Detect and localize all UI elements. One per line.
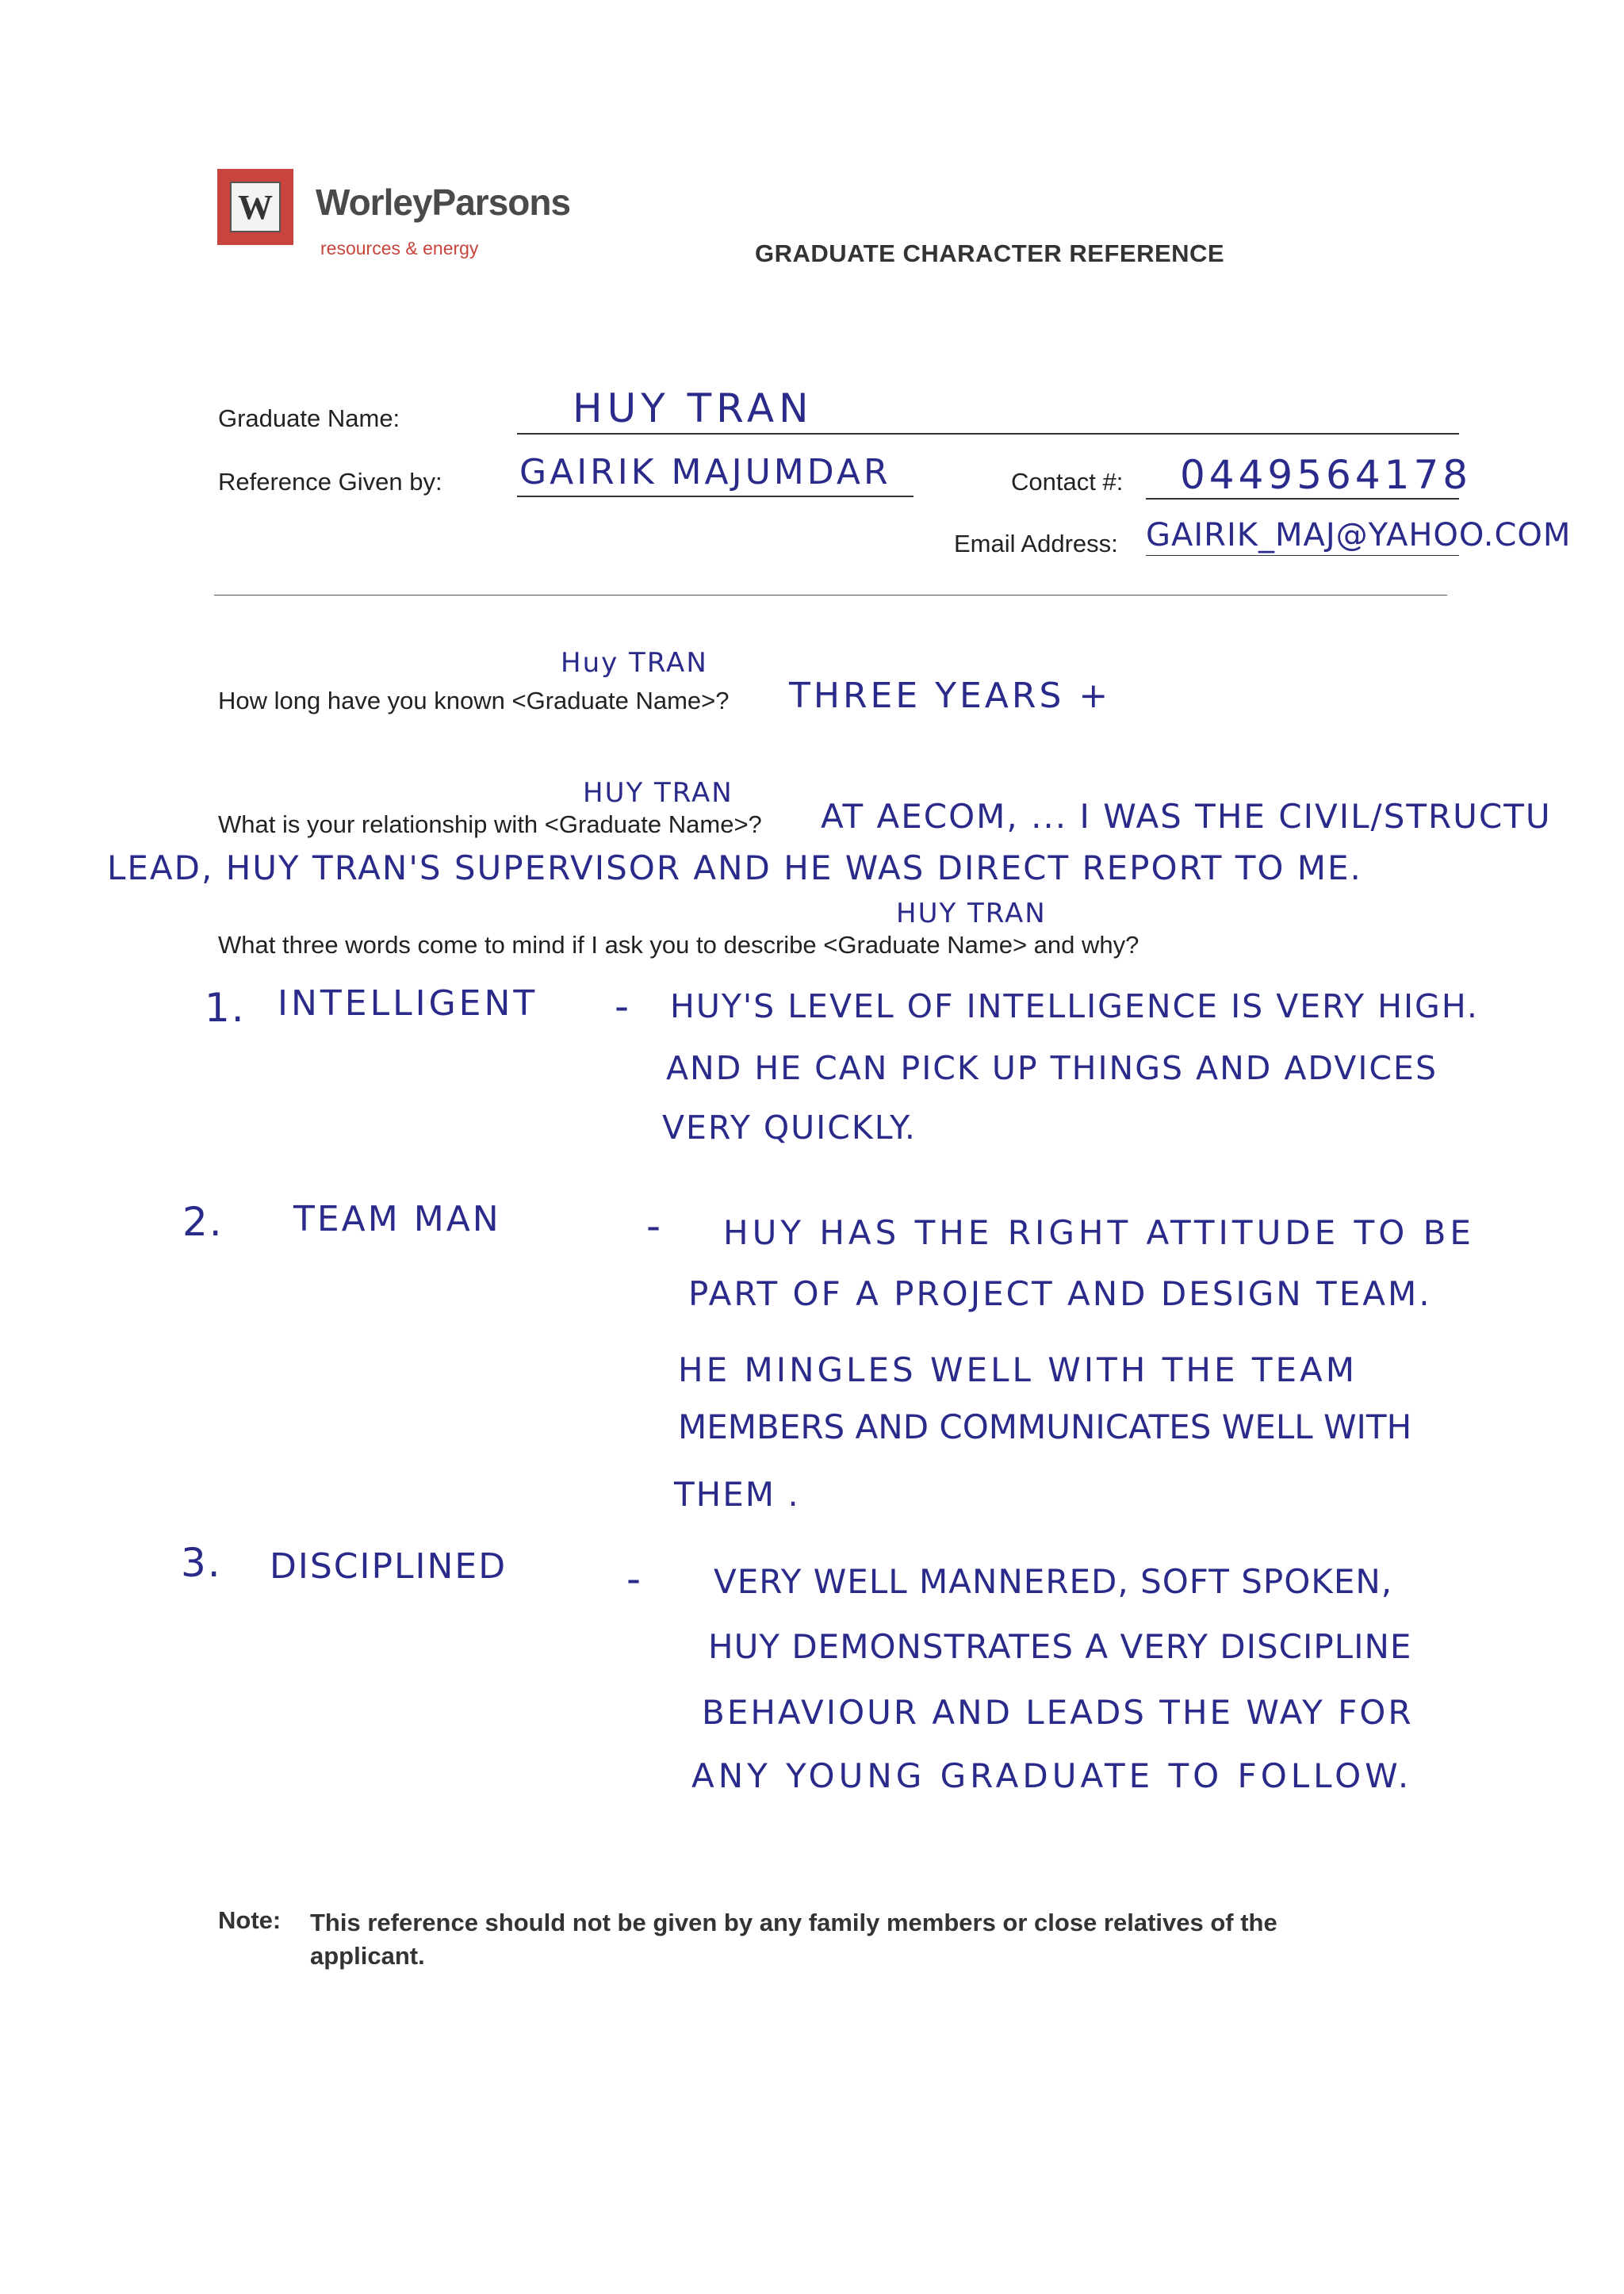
answer-2-line-3[interactable]: HE MINGLES WELL WITH THE TEAM	[678, 1350, 1358, 1389]
q3-prefix: What three words come to mind if I ask you to describe	[218, 931, 824, 959]
q1-prefix: How long have you known	[218, 687, 512, 714]
answer-3-line-3[interactable]: BEHAVIOUR AND LEADS THE WAY FOR	[702, 1693, 1414, 1732]
q3-name-insert: HUY TRAN	[896, 898, 1047, 929]
contact-value[interactable]: 0449564178	[1180, 452, 1473, 498]
q2-placeholder: <Graduate Name>	[544, 810, 749, 838]
section-divider	[214, 595, 1447, 596]
answer-2-line-5[interactable]: THEM .	[674, 1475, 800, 1514]
answer-3-line-4[interactable]: ANY YOUNG GRADUATE TO FOLLOW.	[691, 1756, 1413, 1795]
q2-answer-line-2[interactable]: LEAD, HUY TRAN'S SUPERVISOR AND HE WAS DIRECT REPORT TO ME.	[107, 848, 1362, 887]
email-value[interactable]: GAIRIK_MAJ@YAHOO.COM	[1146, 517, 1572, 553]
answer-2-line-2[interactable]: PART OF A PROJECT AND DESIGN TEAM.	[688, 1274, 1432, 1313]
logo-emblem	[230, 182, 281, 232]
answer-1-line-1[interactable]: HUY'S LEVEL OF INTELLIGENCE IS VERY HIGH.	[670, 987, 1479, 1025]
answer-2-number: 2.	[182, 1199, 224, 1245]
q3-placeholder: <Graduate Name>	[823, 931, 1028, 959]
answer-3-line-1[interactable]: VERY WELL MANNERED, SOFT SPOKEN,	[714, 1562, 1393, 1601]
q2-answer-line-1[interactable]: AT AECOM, ... I WAS THE CIVIL/STRUCTU	[821, 797, 1552, 836]
question-relationship	[218, 810, 762, 839]
answer-1-number: 1.	[205, 985, 246, 1031]
graduate-name-line	[517, 433, 1459, 435]
q1-name-insert: Huy TRAN	[561, 647, 708, 679]
answer-3-dash: -	[626, 1556, 643, 1602]
q2-name-insert: HUY TRAN	[583, 777, 733, 809]
answer-3-line-2[interactable]: HUY DEMONSTRATES A VERY DISCIPLINE	[708, 1627, 1412, 1666]
reference-value[interactable]: GAIRIK MAJUMDAR	[519, 452, 891, 492]
answer-2-word[interactable]: TEAM MAN	[293, 1199, 501, 1239]
note-label: Note:	[218, 1906, 282, 1934]
note-text: This reference should not be given by any family members or close relatives of the applicant.	[310, 1909, 1277, 1970]
contact-line	[1146, 498, 1459, 500]
answer-2-dash: -	[646, 1203, 663, 1249]
q1-placeholder: <Graduate Name>	[511, 687, 716, 714]
document-title: GRADUATE CHARACTER REFERENCE	[755, 239, 1225, 267]
question-three-words	[218, 931, 1139, 959]
email-line	[1146, 555, 1459, 556]
question-how-long	[218, 687, 730, 715]
answer-2-line-1[interactable]: HUY HAS THE RIGHT ATTITUDE TO BE	[723, 1213, 1475, 1252]
q2-suffix: ?	[748, 810, 762, 838]
logo-letter: W	[238, 187, 273, 227]
q3-suffix: and why?	[1027, 931, 1139, 959]
q1-answer[interactable]: THREE YEARS +	[789, 676, 1112, 716]
answer-1-dash: -	[615, 983, 631, 1029]
answer-3-word[interactable]: DISCIPLINED	[270, 1546, 508, 1587]
company-logo	[217, 169, 293, 245]
reference-line	[517, 496, 914, 497]
answer-2-line-4[interactable]: MEMBERS AND COMMUNICATES WELL WITH	[678, 1407, 1412, 1446]
brand-tagline: resources & energy	[320, 238, 479, 259]
brand-name: WorleyParsons	[316, 182, 571, 223]
reference-label: Reference Given by:	[218, 468, 442, 496]
q1-suffix: ?	[715, 687, 730, 714]
answer-1-word[interactable]: INTELLIGENT	[278, 983, 538, 1024]
answer-3-number: 3.	[181, 1540, 222, 1586]
graduate-name-label: Graduate Name:	[218, 404, 400, 432]
answer-1-line-2[interactable]: AND HE CAN PICK UP THINGS AND ADVICES	[666, 1049, 1438, 1087]
email-label: Email Address:	[954, 530, 1118, 557]
graduate-name-value[interactable]: HUY TRAN	[573, 385, 814, 431]
contact-label: Contact #:	[1011, 468, 1124, 496]
q2-prefix: What is your relationship with	[218, 810, 545, 838]
answer-1-line-3[interactable]: VERY QUICKLY.	[662, 1109, 917, 1147]
